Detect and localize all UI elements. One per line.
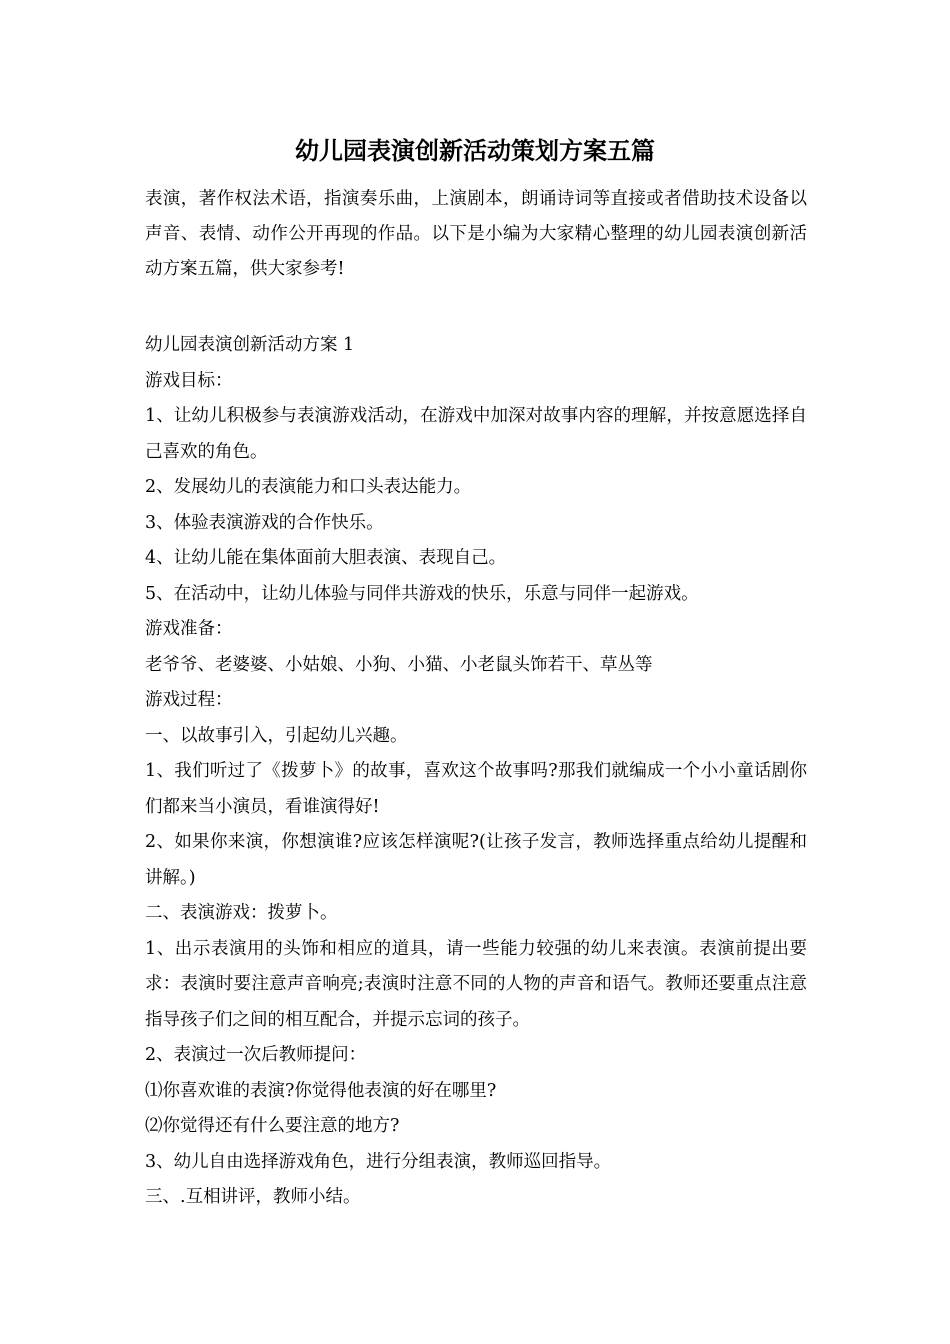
paragraph: 5、在活动中，让幼儿体验与同伴共游戏的快乐，乐意与同伴一起游戏。: [145, 583, 699, 604]
paragraph: 4、让幼儿能在集体面前大胆表演、表现自己。: [145, 548, 507, 568]
section-heading: 幼儿园表演创新活动方案 1: [145, 335, 355, 355]
paragraph: 2、如果你来演，你想演谁?应该怎样演呢?(让孩子发言，教师选择重点给幼儿提醒和讲解。): [145, 832, 807, 888]
document-title: 幼儿园表演创新活动策划方案五篇: [295, 136, 655, 165]
paragraph: 游戏准备：: [145, 619, 233, 639]
paragraph: 3、体验表演游戏的合作快乐。: [145, 512, 384, 533]
paragraph: 1、我们听过了《拨萝卜》的故事，喜欢这个故事吗?那我们就编成一个小小童话剧你们都来当小演员，看谁演得好!: [145, 761, 807, 817]
paragraph: 2、表演过一次后教师提问：: [145, 1045, 367, 1065]
paragraph: 一、以故事引入，引起幼儿兴趣。: [145, 725, 408, 746]
paragraph: 三、.互相讲评，教师小结。: [145, 1187, 361, 1207]
paragraph: 二、表演游戏：拨萝卜。: [145, 903, 338, 923]
paragraph: 1、出示表演用的头饰和相应的道具，请一些能力较强的幼儿来表演。表演前提出要求：表演时要注意声音响亮;表演时注意不同的人物的声音和语气。教师还要重点注意指导孩子们之间的相互配合，并提示忘词的孩子。: [145, 938, 807, 1030]
intro-paragraph: 表演，著作权法术语，指演奏乐曲，上演剧本，朗诵诗词等直接或者借助技术设备以声音、表情、动作公开再现的作品。以下是小编为大家精心整理的幼儿园表演创新活动方案五篇，供大家参考!: [145, 189, 807, 279]
paragraph: 老爷爷、老婆婆、小姑娘、小狗、小猫、小老鼠头饰若干、草丛等: [145, 654, 653, 675]
paragraph: 游戏目标：: [145, 370, 233, 391]
document-body: [145, 328, 807, 1216]
paragraph: ⑴你喜欢谁的表演?你觉得他表演的好在哪里?: [145, 1080, 497, 1101]
paragraph: 3、幼儿自由选择游戏角色，进行分组表演，教师巡回指导。: [145, 1151, 612, 1172]
paragraph: 游戏过程：: [145, 690, 233, 710]
paragraph: 1、让幼儿积极参与表演游戏活动，在游戏中加深对故事内容的理解，并按意愿选择自己喜欢的角色。: [145, 406, 807, 462]
paragraph: 2、发展幼儿的表演能力和口头表达能力。: [145, 477, 472, 497]
paragraph: ⑵你觉得还有什么要注意的地方?: [145, 1116, 400, 1136]
